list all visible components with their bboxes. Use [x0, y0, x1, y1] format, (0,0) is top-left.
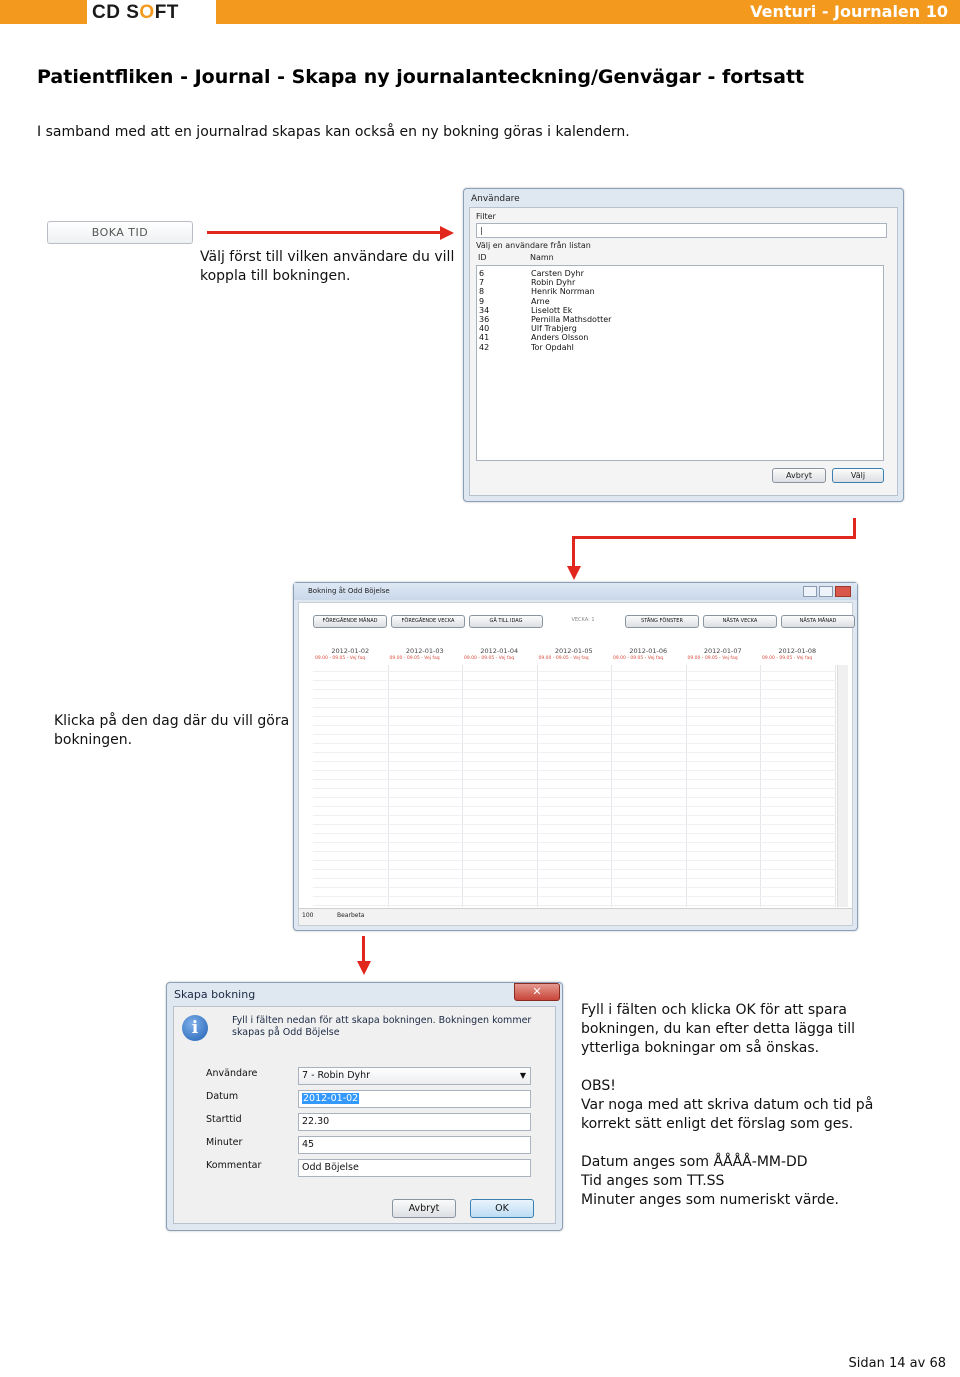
cdsoft-logo: CD SOFT — [92, 2, 179, 23]
user-row-id[interactable]: 7 — [479, 278, 485, 288]
vertical-scrollbar[interactable] — [837, 665, 848, 907]
nav-button-0[interactable]: FÖREGÅENDE MÅNAD — [313, 615, 387, 628]
user-row-id[interactable]: 8 — [479, 287, 485, 297]
grid-line — [313, 734, 836, 735]
users-dialog-title: Användare — [471, 194, 520, 204]
date-input[interactable]: 2012-01-02 — [298, 1090, 531, 1108]
arrow-line — [853, 518, 856, 538]
page-number: Sidan 14 av 68 — [848, 1356, 946, 1371]
users-dialog-body — [469, 207, 898, 496]
day-header[interactable]: 2012-01-08 — [778, 647, 817, 655]
user-row-id[interactable]: 41 — [479, 333, 490, 343]
day-column[interactable] — [537, 665, 613, 907]
grid-line — [313, 815, 836, 816]
grid-line — [313, 680, 836, 681]
close-icon[interactable] — [835, 586, 851, 597]
document-title: Venturi - Journalen 10 — [750, 2, 948, 21]
grid-line — [313, 833, 836, 834]
day-column[interactable] — [462, 665, 538, 907]
user-row-id[interactable]: 6 — [479, 269, 485, 278]
day-header[interactable]: 2012-01-07 — [703, 647, 742, 655]
step1-instruction: Välj först till vilken användare du vill koppla till bokningen. — [200, 249, 455, 284]
grid-line — [313, 725, 836, 726]
grid-line — [313, 788, 836, 789]
obs-heading: OBS! — [581, 1078, 616, 1094]
day-header[interactable]: 2012-01-02 — [331, 647, 370, 655]
arrow-down-icon — [567, 566, 581, 580]
grid-line — [313, 797, 836, 798]
intro-text: I samband med att en journalrad skapas kan också en ny bokning göras i kalendern. — [37, 124, 630, 140]
minutes-input[interactable]: 45 — [298, 1136, 531, 1154]
date-label: Datum — [206, 1091, 239, 1102]
user-row-name[interactable]: Tor Opdahl — [531, 342, 574, 352]
user-row-name[interactable]: Robin Dyhr — [531, 278, 576, 288]
nav-button-4[interactable]: STÄNG FÖNSTER — [625, 615, 699, 628]
list-label: Välj en användare från listan — [476, 241, 591, 250]
day-column[interactable] — [388, 665, 464, 907]
grid-line — [313, 887, 836, 888]
day-header[interactable]: 2012-01-05 — [554, 647, 593, 655]
minutes-label: Minuter — [206, 1137, 243, 1148]
header-left-bar — [0, 0, 87, 24]
nav-button-2[interactable]: GÅ TILL IDAG — [469, 615, 543, 628]
grid-line — [313, 698, 836, 699]
day-slot-label[interactable]: 09.00 - 09.05 - Vej faq — [762, 656, 813, 661]
day-column[interactable] — [611, 665, 687, 907]
user-row-id[interactable]: 40 — [479, 324, 490, 334]
info-icon: i — [182, 1015, 208, 1041]
day-slot-label[interactable]: 09.00 - 09.05 - Vej faq — [613, 656, 664, 661]
arrow-right-icon — [440, 226, 454, 240]
user-row-name[interactable]: Ulf Trabjerg — [531, 324, 577, 334]
arrow-line — [572, 536, 575, 566]
booking-statusbar — [299, 908, 852, 925]
nav-button-6[interactable]: NÄSTA MÅNAD — [781, 615, 855, 628]
step3-instruction: Fyll i fälten och klicka OK för att spara bokningen, du kan efter detta lägga till ytterliga bokningar om så önskas. OBS! Var noga med att skriva datum och tid på korrekt sätt enligt det förslag som ges. Datum anges som ÅÅÅÅ-MM-DD Tid anges som TT.SS Minuter anges som numeriskt värde. — [581, 1002, 874, 1208]
filter-label: Filter — [476, 212, 496, 221]
start-time-input[interactable]: 22.30 — [298, 1113, 531, 1131]
boka-tid-button[interactable]: BOKA TID — [47, 221, 193, 244]
calendar-grid[interactable] — [313, 665, 836, 907]
create-dialog-title: Skapa bokning — [174, 988, 256, 1001]
booking-titlebar — [294, 583, 857, 600]
booking-body — [298, 602, 853, 926]
users-list[interactable] — [476, 265, 884, 461]
arrow-down-icon — [357, 961, 371, 975]
arrow-line — [572, 536, 856, 539]
filter-input[interactable]: | — [476, 223, 887, 238]
cancel-button[interactable]: Avbryt — [392, 1199, 456, 1218]
grid-line — [313, 905, 836, 906]
nav-button-5[interactable]: NÄSTA VECKA — [703, 615, 777, 628]
user-row-name[interactable]: Pernilla Mathsdotter — [531, 315, 612, 324]
day-slot-label[interactable]: 09.00 - 09.05 - Vej faq — [315, 656, 366, 661]
grid-line — [313, 878, 836, 879]
day-header[interactable]: 2012-01-03 — [405, 647, 444, 655]
arrow-line — [362, 936, 365, 962]
grid-line — [313, 824, 836, 825]
start-label: Starttid — [206, 1114, 242, 1125]
day-header[interactable]: 2012-01-06 — [629, 647, 668, 655]
cancel-button[interactable]: Avbryt — [772, 468, 826, 483]
grid-line — [313, 869, 836, 870]
user-label: Användare — [206, 1068, 258, 1079]
day-column[interactable] — [686, 665, 762, 907]
day-header[interactable]: 2012-01-04 — [480, 647, 519, 655]
booking-window — [293, 582, 858, 931]
info-text: Fyll i fälten nedan för att skapa bokningen. Bokningen kommer skapas på Odd Böjelse — [232, 1015, 532, 1038]
grid-line — [313, 743, 836, 744]
col-id-header: ID — [478, 253, 487, 262]
ok-button[interactable]: OK — [470, 1199, 534, 1218]
user-row-id[interactable]: 34 — [479, 305, 490, 315]
grid-line — [313, 896, 836, 897]
create-dialog-body — [173, 1006, 556, 1224]
user-row-name[interactable]: Henrik Norrman — [531, 287, 595, 297]
grid-line — [313, 842, 836, 843]
zoom-level[interactable]: 100 — [302, 912, 314, 919]
nav-button-1[interactable]: FÖREGÅENDE VECKA — [391, 615, 465, 628]
user-row-name[interactable]: Anders Olsson — [531, 333, 589, 343]
nav-button-3: VECKA: 1 — [571, 617, 595, 623]
day-column[interactable] — [760, 665, 836, 907]
user-row-id[interactable]: 36 — [479, 315, 490, 324]
minimize-icon[interactable] — [803, 586, 817, 597]
create-booking-dialog — [166, 982, 563, 1231]
users-dialog — [463, 188, 904, 502]
booking-window-title: Bokning åt Odd Böjelse — [308, 587, 390, 595]
status-text: Bearbeta — [337, 912, 365, 919]
step2-instruction: Klicka på den dag där du vill göra bokningen. — [54, 713, 290, 748]
user-select[interactable]: 7 - Robin Dyhr ▼ — [298, 1067, 531, 1085]
grid-line — [313, 779, 836, 780]
user-row-name[interactable]: Carsten Dyhr — [531, 269, 584, 278]
page-title: Patientfliken - Journal - Skapa ny journalanteckning/Genvägar - fortsatt — [37, 66, 805, 88]
user-row-id[interactable]: 9 — [479, 296, 485, 306]
chevron-down-icon: ▼ — [519, 1071, 526, 1080]
grid-line — [313, 671, 836, 672]
maximize-icon[interactable] — [819, 586, 833, 597]
grid-line — [313, 689, 836, 690]
day-slot-label[interactable]: 09.00 - 09.05 - Vej faq — [464, 656, 515, 661]
grid-line — [313, 806, 836, 807]
select-button[interactable]: Välj — [832, 468, 884, 483]
close-icon[interactable]: ✕ — [514, 983, 560, 1001]
user-row-name[interactable]: Arne — [531, 296, 550, 306]
col-name-header: Namn — [530, 253, 554, 262]
grid-line — [313, 752, 836, 753]
grid-line — [313, 716, 836, 717]
grid-line — [313, 860, 836, 861]
day-slot-label[interactable]: 09.00 - 09.05 - Vej faq — [538, 656, 589, 661]
day-column[interactable] — [313, 665, 389, 907]
comment-label: Kommentar — [206, 1160, 262, 1171]
arrow-line — [207, 231, 442, 234]
grid-line — [313, 770, 836, 771]
day-slot-label[interactable]: 09.00 - 09.05 - Vej faq — [389, 656, 440, 661]
user-row-id[interactable]: 42 — [479, 342, 490, 352]
grid-line — [313, 707, 836, 708]
comment-input[interactable]: Odd Böjelse — [298, 1159, 531, 1177]
user-row-name[interactable]: Liselott Ek — [531, 305, 573, 315]
day-slot-label[interactable]: 09.00 - 09.05 - Vej faq — [687, 656, 738, 661]
grid-line — [313, 761, 836, 762]
grid-line — [313, 851, 836, 852]
